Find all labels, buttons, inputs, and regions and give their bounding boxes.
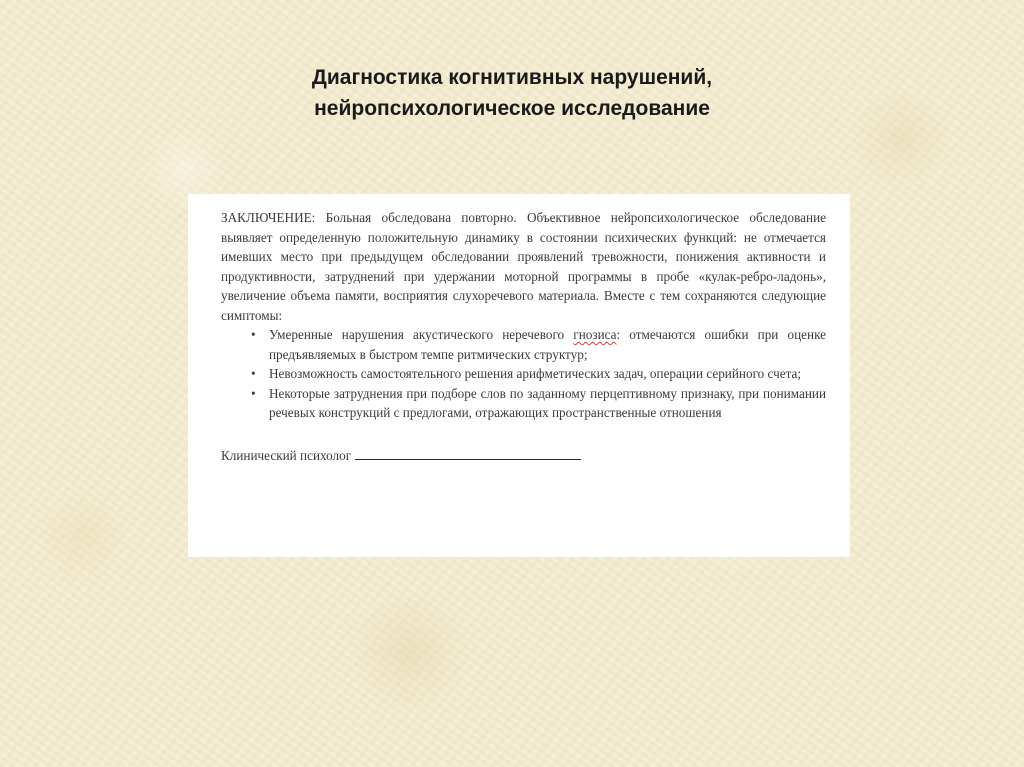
bullet-icon: • <box>251 385 256 401</box>
slide-title-line-1: Диагностика когнитивных нарушений, <box>311 66 713 89</box>
symptom-text-2: Невозможность самостоятельного решения арифметических задач, операции серийного счета; <box>269 366 802 381</box>
spellcheck-marked-word: гнозиса <box>573 327 617 342</box>
slide-title-line-2: нейропсихологическое исследование <box>314 97 710 120</box>
signature-row <box>221 445 826 466</box>
signature-label: Клинический психолог <box>221 447 352 463</box>
symptom-text-3: Некоторые затруднения при подборе слов по заданному перцептивному признаку, при понимании речевых конструкций с предлогами, отражающих пространственные отношения <box>269 385 826 420</box>
bullet-icon: • <box>251 366 256 381</box>
document-card <box>188 194 850 557</box>
symptom-text-1b: : отмечаются ошибки при оценке предъявляемых в быстром темпе ритмических структур; <box>269 327 826 362</box>
symptom-list <box>221 325 826 423</box>
conclusion-paragraph: ЗАКЛЮЧЕНИЕ: Больная обследована повторно. Объективное нейропсихологическое обследование выявляет определенную положительную динамику в состоянии психических функций: не отмечается имевших место при предыдущем обследовании проявлений тревожности, понижения активности и продуктивности, затруднений при удержании моторной программы в пробе «кулак-ребро-ладонь», увеличение объема памяти, восприятия слухоречевого материала. Вместе с тем сохраняются следующие симптомы: <box>221 210 826 323</box>
bullet-icon: • <box>251 327 256 342</box>
symptom-text-1a: Умеренные нарушения акустического неречевого <box>269 327 574 342</box>
symptom-item-1 <box>221 325 826 364</box>
symptom-item-3 <box>221 384 826 423</box>
symptom-item-2 <box>221 364 826 384</box>
slide-title <box>0 62 1024 124</box>
signature-line <box>355 445 581 460</box>
